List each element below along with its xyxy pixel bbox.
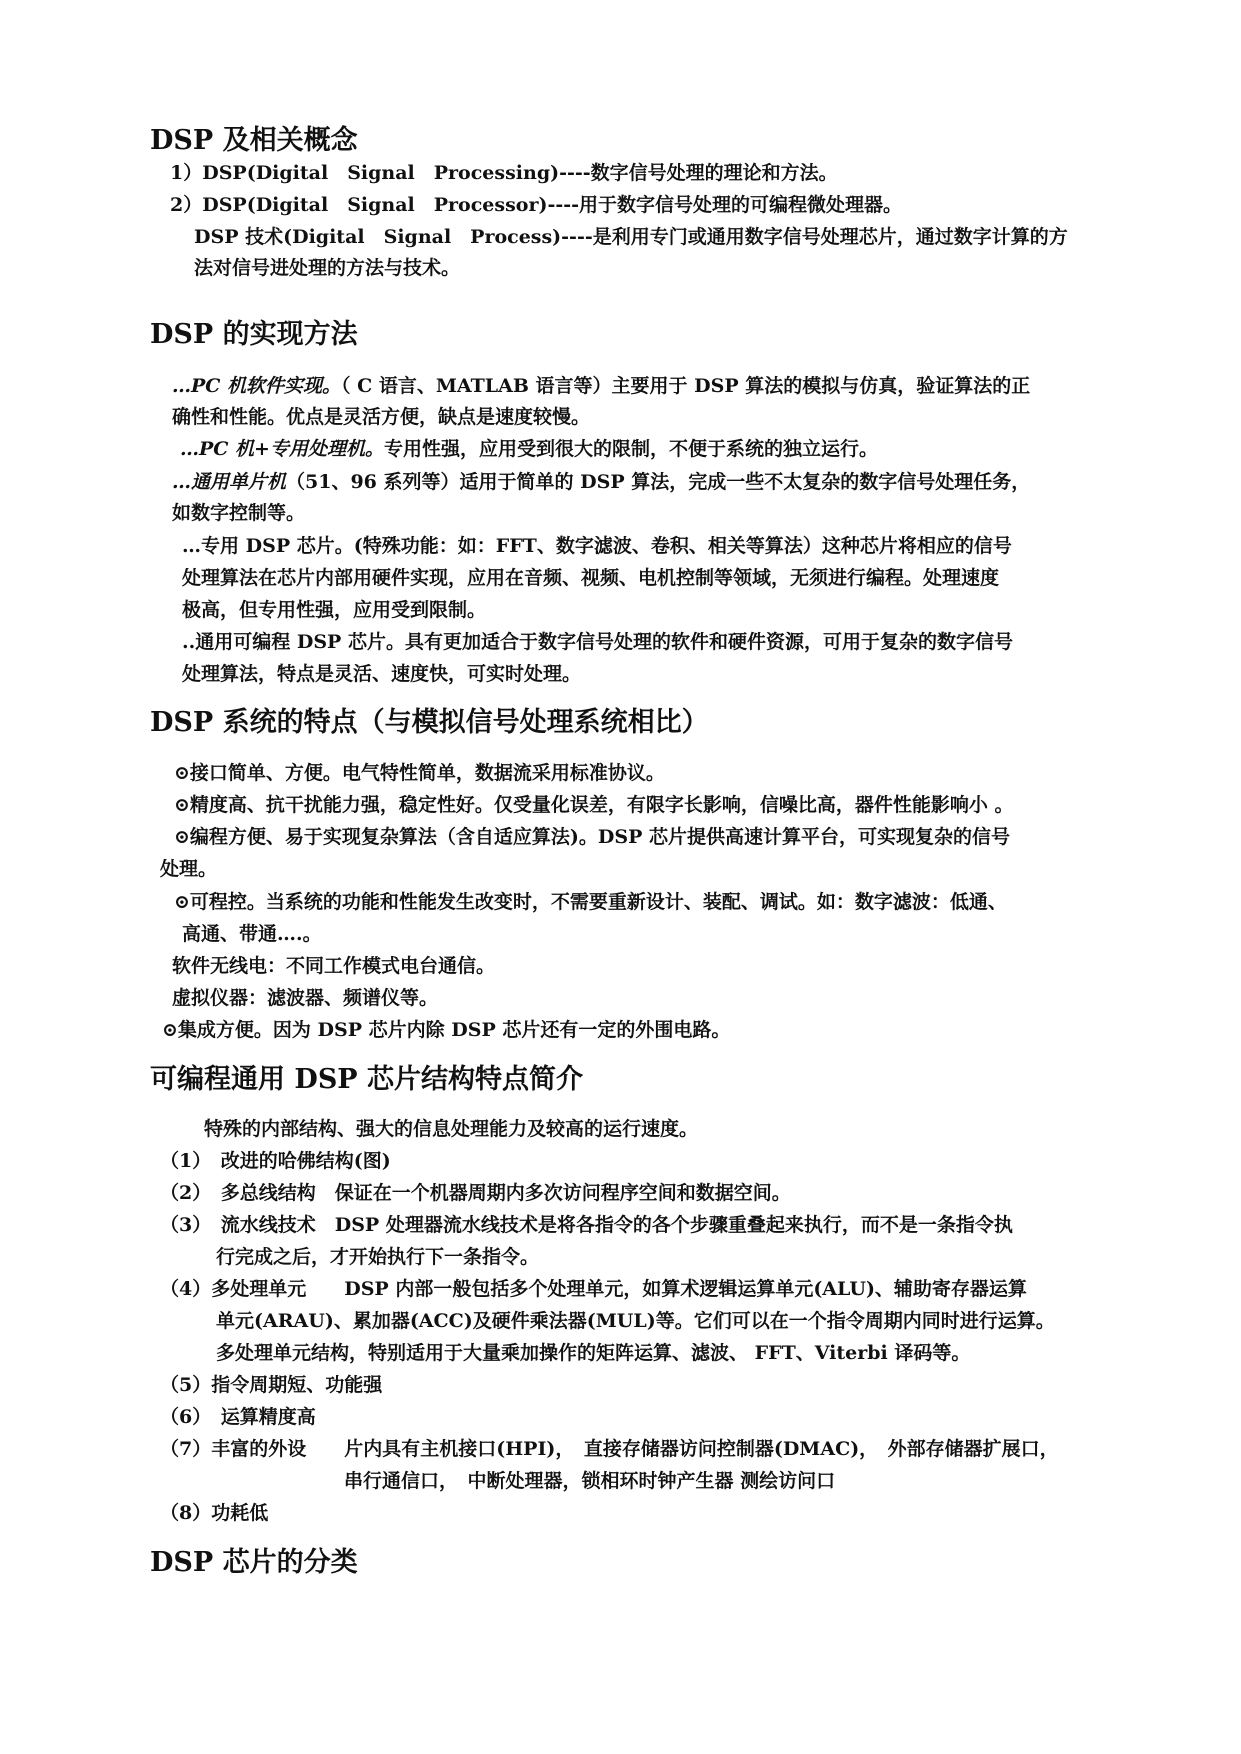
structure-item-4-cont-2: 多处理单元结构，特别适用于大量乘加操作的矩阵运算、滤波、 FFT、Viterbi 译码等。 (216, 1342, 971, 1364)
impl-line-6: …专用 DSP 芯片。(特殊功能：如：FFT、数字滤波、卷积、相关等算法）这种芯片将相应的信号 (182, 535, 1012, 557)
feature-line-7: 软件无线电：不同工作模式电台通信。 (172, 955, 496, 977)
structure-item-3-cont: 行完成之后，才开始执行下一条指令。 (216, 1246, 540, 1268)
feature-line-5: ⊙可程控。当系统的功能和性能发生改变时，不需要重新设计、装配、调试。如：数字滤波：低通、 (174, 891, 1007, 913)
section-heading-system-features: DSP 系统的特点（与模拟信号处理系统相比） (150, 707, 709, 738)
feature-line-8: 虚拟仪器：滤波器、频谱仪等。 (172, 987, 439, 1009)
impl-line-7: 处理算法在芯片内部用硬件实现，应用在音频、视频、电机控制等领域，无须进行编程。处理速度 (182, 567, 1000, 589)
section-heading-chip-structure: 可编程通用 DSP 芯片结构特点简介 (150, 1064, 584, 1095)
section-heading-chip-classification: DSP 芯片的分类 (150, 1547, 358, 1578)
feature-line-3: ⊙编程方便、易于实现复杂算法（含自适应算法)。DSP 芯片提供高速计算平台，可实现复杂的信号 (174, 826, 1011, 848)
impl-line-1-emphasis: …PC 机软件实现。 (172, 375, 342, 397)
concept-line-3: DSP 技术(Digital Signal Process)----是利用专门或通用数字信号处理芯片，通过数字计算的方 (194, 226, 1068, 248)
concept-line-2: 2）DSP(Digital Signal Processor)----用于数字信号处理的可编程微处理器。 (170, 194, 903, 216)
impl-line-4-rest: （51、96 系列等）适用于简单的 DSP 算法，完成一些不太复杂的数字信号处理任务， (286, 471, 1031, 493)
impl-line-9: ..通用可编程 DSP 芯片。具有更加适合于数字信号处理的软件和硬件资源，可用于复杂的数字信号 (182, 631, 1013, 653)
section-heading-implementation: DSP 的实现方法 (150, 319, 358, 350)
structure-item-4-cont-1: 单元(ARAU)、累加器(ACC)及硬件乘法器(MUL)等。它们可以在一个指令周期内同时进行运算。 (216, 1310, 1055, 1332)
feature-line-9: ⊙集成方便。因为 DSP 芯片内除 DSP 芯片还有一定的外围电路。 (162, 1019, 731, 1041)
impl-line-3-rest: 专用性强，应用受到很大的限制，不便于系统的独立运行。 (383, 438, 878, 460)
impl-line-1-rest: （ C 语言、MATLAB 语言等）主要用于 DSP 算法的模拟与仿真，验证算法的正 (341, 375, 1031, 397)
structure-item-1: （1） 改进的哈佛结构(图) (160, 1150, 391, 1172)
impl-line-3 (180, 436, 878, 462)
impl-line-5: 如数字控制等。 (172, 502, 306, 524)
concept-line-4: 法对信号进处理的方法与技术。 (194, 257, 461, 279)
structure-item-4: （4）多处理单元 DSP 内部一般包括多个处理单元，如算术逻辑运算单元(ALU)、辅助寄存器运算 (160, 1278, 1027, 1300)
feature-line-2: ⊙精度高、抗干扰能力强，稳定性好。仅受量化误差，有限字长影响，信噪比高，器件性能影响小 。 (174, 794, 1014, 816)
impl-line-2: 确性和性能。优点是灵活方便，缺点是速度较慢。 (172, 406, 591, 428)
impl-line-4-emphasis: …通用单片机 (172, 471, 287, 493)
impl-line-1 (172, 373, 1030, 399)
structure-item-2: （2） 多总线结构 保证在一个机器周期内多次访问程序空间和数据空间。 (160, 1182, 791, 1204)
structure-item-6: （6） 运算精度高 (160, 1406, 316, 1428)
feature-line-6: 高通、带通….。 (182, 923, 322, 945)
impl-line-10: 处理算法，特点是灵活、速度快，可实时处理。 (182, 663, 582, 685)
structure-item-8: （8）功耗低 (160, 1502, 269, 1524)
feature-line-4: 处理。 (160, 858, 218, 880)
structure-intro: 特殊的内部结构、强大的信息处理能力及较高的运行速度。 (204, 1118, 699, 1140)
impl-line-4 (172, 469, 1030, 495)
section-heading-dsp-concepts: DSP 及相关概念 (150, 125, 358, 156)
impl-line-3-emphasis: …PC 机+专用处理机。 (180, 438, 384, 460)
structure-item-3: （3） 流水线技术 DSP 处理器流水线技术是将各指令的各个步骤重叠起来执行，而不是一条指令执 (160, 1214, 1013, 1236)
structure-item-7: （7）丰富的外设 片内具有主机接口(HPI)， 直接存储器访问控制器(DMAC)， 外部存储器扩展口， (160, 1438, 1059, 1460)
concept-line-1: 1）DSP(Digital Signal Processing)----数字信号处理的理论和方法。 (170, 162, 838, 184)
impl-line-8: 极高，但专用性强，应用受到限制。 (182, 599, 487, 621)
feature-line-1: ⊙接口简单、方便。电气特性简单，数据流采用标准协议。 (174, 762, 665, 784)
structure-item-7-cont: 串行通信口， 中断处理器，锁相环时钟产生器 测绘访问口 (344, 1470, 836, 1492)
structure-item-5: （5）指令周期短、功能强 (160, 1374, 383, 1396)
